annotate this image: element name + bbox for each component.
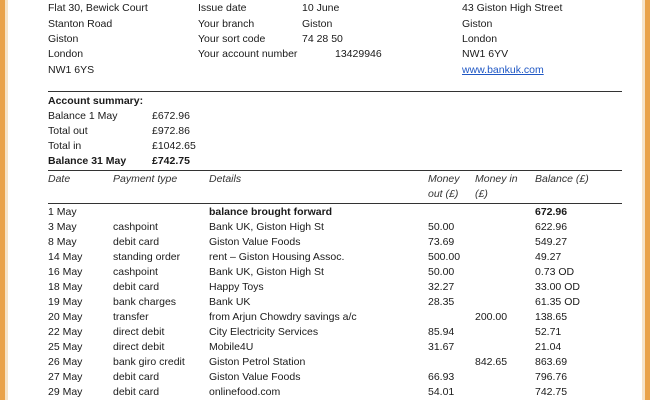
row-date: 19 May xyxy=(48,296,83,308)
sort-code-value: 74 28 50 xyxy=(302,33,343,45)
row-money-out: 32.27 xyxy=(428,281,455,293)
row-details: Bank UK, Giston High St xyxy=(209,266,324,278)
header-date: Date xyxy=(48,173,71,185)
row-money-out: 73.69 xyxy=(428,236,455,248)
row-date: 25 May xyxy=(48,341,83,353)
bank-statement xyxy=(14,0,634,400)
branch-value: Giston xyxy=(302,18,333,30)
row-money-in: 200.00 xyxy=(475,311,508,323)
row-payment-type: cashpoint xyxy=(113,266,158,278)
bank-website-link[interactable]: www.bankuk.com xyxy=(462,64,544,76)
row-balance: 622.96 xyxy=(535,221,568,233)
bank-address-line: Giston xyxy=(462,18,493,30)
row-details: from Arjun Chowdry savings a/c xyxy=(209,311,357,323)
row-date: 3 May xyxy=(48,221,77,233)
divider xyxy=(48,91,622,92)
row-date: 18 May xyxy=(48,281,83,293)
row-date: 14 May xyxy=(48,251,83,263)
row-details: City Electricity Services xyxy=(209,326,319,338)
row-date: 26 May xyxy=(48,356,83,368)
sort-code-label: Your sort code xyxy=(198,33,266,45)
divider xyxy=(48,203,622,204)
row-date: 1 May xyxy=(48,206,77,218)
row-money-out: 28.35 xyxy=(428,296,455,308)
row-balance: 52.71 xyxy=(535,326,562,338)
row-balance: 742.75 xyxy=(535,386,568,398)
row-details: Giston Petrol Station xyxy=(209,356,306,368)
row-payment-type: direct debit xyxy=(113,341,165,353)
row-details: Giston Value Foods xyxy=(209,371,301,383)
row-date: 27 May xyxy=(48,371,83,383)
row-payment-type: direct debit xyxy=(113,326,165,338)
row-money-in: 842.65 xyxy=(475,356,508,368)
row-balance: 672.96 xyxy=(535,206,568,218)
summary-label: Total out xyxy=(48,125,88,137)
row-details: balance brought forward xyxy=(209,206,333,218)
row-payment-type: bank giro credit xyxy=(113,356,185,368)
row-balance: 796.76 xyxy=(535,371,568,383)
row-balance: 138.65 xyxy=(535,311,568,323)
summary-value: £972.86 xyxy=(152,125,190,137)
row-balance: 863.69 xyxy=(535,356,568,368)
summary-value: £672.96 xyxy=(152,110,190,122)
row-money-out: 66.93 xyxy=(428,371,455,383)
row-date: 22 May xyxy=(48,326,83,338)
row-balance: 21.04 xyxy=(535,341,562,353)
address-line: Stanton Road xyxy=(48,18,113,30)
row-details: Bank UK xyxy=(209,296,251,308)
row-details: rent – Giston Housing Assoc. xyxy=(209,251,345,263)
row-money-out: 500.00 xyxy=(428,251,461,263)
left-decorative-stripe-light xyxy=(5,0,8,400)
row-payment-type: debit card xyxy=(113,386,160,398)
right-decorative-stripe-light xyxy=(642,0,645,400)
row-money-out: 31.67 xyxy=(428,341,455,353)
row-money-out: 50.00 xyxy=(428,266,455,278)
row-details: Happy Toys xyxy=(209,281,264,293)
row-money-out: 54.01 xyxy=(428,386,455,398)
header-money-in-unit: (£) xyxy=(475,188,488,200)
account-number-label: Your account number xyxy=(198,48,298,60)
header-payment-type: Payment type xyxy=(113,173,178,185)
right-decorative-stripe xyxy=(645,0,650,400)
row-money-out: 85.94 xyxy=(428,326,455,338)
bank-address-line: London xyxy=(462,33,498,45)
row-balance: 61.35 OD xyxy=(535,296,580,308)
summary-label: Total in xyxy=(48,140,82,152)
row-money-out: 50.00 xyxy=(428,221,455,233)
header-details: Details xyxy=(209,173,242,185)
row-payment-type: debit card xyxy=(113,281,160,293)
divider xyxy=(48,170,622,171)
row-date: 8 May xyxy=(48,236,77,248)
header-money-out: Money xyxy=(428,173,460,185)
bank-address-line: NW1 6YV xyxy=(462,48,509,60)
header-balance: Balance (£) xyxy=(535,173,589,185)
address-line: Giston xyxy=(48,33,79,45)
row-payment-type: transfer xyxy=(113,311,149,323)
row-details: Mobile4U xyxy=(209,341,254,353)
row-payment-type: cashpoint xyxy=(113,221,158,233)
row-details: onlinefood.com xyxy=(209,386,281,398)
header-money-in: Money in xyxy=(475,173,518,185)
address-line: NW1 6YS xyxy=(48,64,95,76)
address-line: Flat 30, Bewick Court xyxy=(48,2,148,14)
row-details: Bank UK, Giston High St xyxy=(209,221,324,233)
account-number-value: 13429946 xyxy=(335,48,382,60)
summary-value: £742.75 xyxy=(152,155,190,167)
summary-label: Balance 1 May xyxy=(48,110,118,122)
row-payment-type: bank charges xyxy=(113,296,177,308)
row-balance: 33.00 OD xyxy=(535,281,580,293)
summary-label: Balance 31 May xyxy=(48,155,127,167)
row-date: 29 May xyxy=(48,386,83,398)
row-balance: 549.27 xyxy=(535,236,568,248)
row-balance: 49.27 xyxy=(535,251,562,263)
address-line: London xyxy=(48,48,84,60)
branch-label: Your branch xyxy=(198,18,255,30)
row-date: 16 May xyxy=(48,266,83,278)
row-payment-type: standing order xyxy=(113,251,181,263)
header-money-out-unit: out (£) xyxy=(428,188,459,200)
bank-address-line: 43 Giston High Street xyxy=(462,2,563,14)
row-details: Giston Value Foods xyxy=(209,236,301,248)
summary-value: £1042.65 xyxy=(152,140,196,152)
row-payment-type: debit card xyxy=(113,371,160,383)
row-balance: 0.73 OD xyxy=(535,266,575,278)
row-payment-type: debit card xyxy=(113,236,160,248)
summary-title: Account summary: xyxy=(48,95,144,107)
issue-date-label: Issue date xyxy=(198,2,247,14)
row-date: 20 May xyxy=(48,311,83,323)
issue-date-value: 10 June xyxy=(302,2,340,14)
